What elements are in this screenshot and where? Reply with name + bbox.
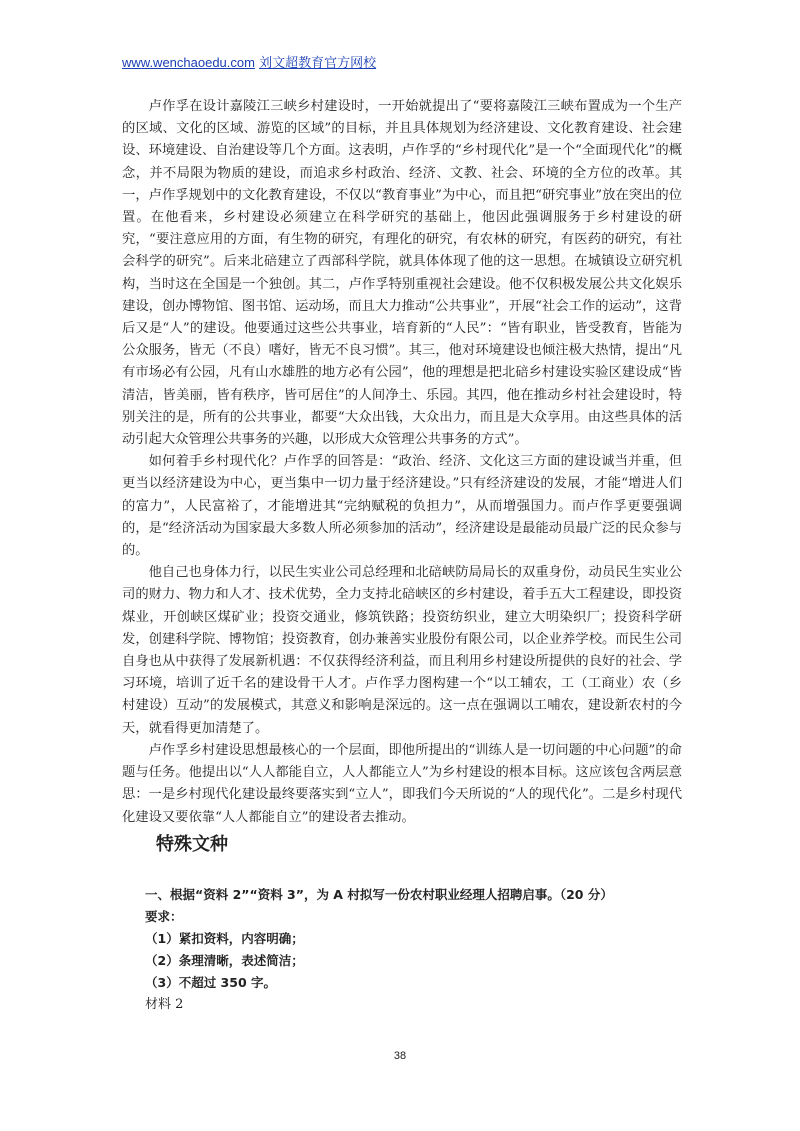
requirements-label: 要求： [145,909,183,924]
question-block [145,884,675,994]
header-url-link[interactable]: www.wenchaoedu.com [122,55,255,70]
paragraph-3: 他自己也身体力行，以民生实业公司总经理和北碚峡防局局长的双重身份，动员民生实业公司的财力、物力和人才、技术优势，全力支持北碚峡区的乡村建设，着手五大工程建设，即投资煤业，开创峡区煤矿业；投资交通业，修筑铁路；投资纺织业，建立大明染织厂；投资科学研发，创建科学院、博物馆；投资教育，创办兼善实业股份有限公司，以企业养学校。而民生公司自身也从中获得了发展新机遇：不仅获得经济利益，而且利用乡村建设所提供的良好的社会、学习环境，培训了近千名的建设骨干人才。卢作孚力图构建一个“以工辅农，工（工商业）农（乡村建设）互动”的发展模式，其意义和影响是深远的。这一点在强调以工哺农，建设新农村的今天，就看得更加清楚了。 [122,565,682,736]
question-title: 一、根据“资料 2”“资料 3”，为 A 村拟写一份农村职业经理人招聘启事。（20 分） [145,887,613,902]
requirement-item: （1）紧扣资料，内容明确； [145,931,304,946]
paragraph-4: 卢作孚乡村建设思想最核心的一个层面，即他所提出的“训练人是一切问题的中心问题”的命题与任务。他提出以“人人都能自立，人人都能立人”为乡村建设的根本目标。这应该包含两层意思：一是乡村现代化建设最终要落实到“立人”，即我们今天所说的“人的现代化”。二是乡村现代化建设又要依靠“人人都能自立”的建设者去推动。 [122,742,682,825]
page-header [122,54,376,73]
page-number: 38 [393,1050,407,1062]
header-site-name[interactable]: 刘文超教育官方网校 [259,56,377,71]
requirement-item: （2）条理清晰，表述简洁； [145,953,304,968]
paragraph-2: 如何着手乡村现代化？卢作孚的回答是：“政治、经济、文化这三方面的建设诚当并重，但更当以经济建设为中心，更当集中一切力量于经济建设。”只有经济建设的发展，才能“增进人们的富力”，人民富裕了，才能增进其“完纳赋税的负担力”，从而增强国力。而卢作孚更要强调的，是“经济活动为国家最大多数人所必须参加的活动”，经济建设是最能动员最广泛的民众参与的。 [122,454,682,559]
article-body [122,96,682,829]
requirement-item: （3）不超过 350 字。 [145,975,276,990]
paragraph-1: 卢作孚在设计嘉陵江三峡乡村建设时，一开始就提出了“要将嘉陵江三峡布置成为一个生产的区域、文化的区域、游览的区域”的目标，并且具体规划为经济建设、文化教育建设、社会建设、环境建设、自治建设等几个方面。这表明，卢作孚的“乡村现代化”是一个“全面现代化”的概念，并不局限为物质的建设，而追求乡村政治、经济、文教、社会、环境的全方位的改革。其一，卢作孚规划中的文化教育建设，不仅以“教育事业”为中心，而且把“研究事业”放在突出的位置。在他看来，乡村建设必须建立在科学研究的基础上，他因此强调服务于乡村建设的研究，“要注意应用的方面，有生物的研究，有理化的研究，有农林的研究，有医药的研究，有社会科学的研究”。后来北碚建立了西部科学院，就具体体现了他的这一思想。在城镇设立研究机构，当时这在全国是一个独创。其二，卢作孚特别重视社会建设。他不仅积极发展公共文化娱乐建设，创办博物馆、图书馆、运动场，而且大力推动“公共事业”，开展“社会工作的运动”，这背后又是“人”的建设。他要通过这些公共事业，培育新的“人民”：“皆有职业，皆受教育，皆能为公众服务，皆无（不良）嗜好，皆无不良习惯”。其三，他对环境建设也倾注极大热情，提出“凡有市场必有公园，凡有山水雄胜的地方必有公园”，他的理想是把北碚乡村建设实验区建设成“皆清洁，皆美丽，皆有秩序，皆可居住”的人间净土、乐园。其四，他在推动乡村社会建设时，特别关注的是，所有的公共事业，都要“大众出钱，大众出力，而且是大众享用。由这些具体的活动引起大众管理公共事务的兴趣，以形成大众管理公共事务的方式”。 [122,99,682,448]
section-title: 特殊文种 [156,834,228,855]
material-label: 材料 2 [145,997,184,1012]
